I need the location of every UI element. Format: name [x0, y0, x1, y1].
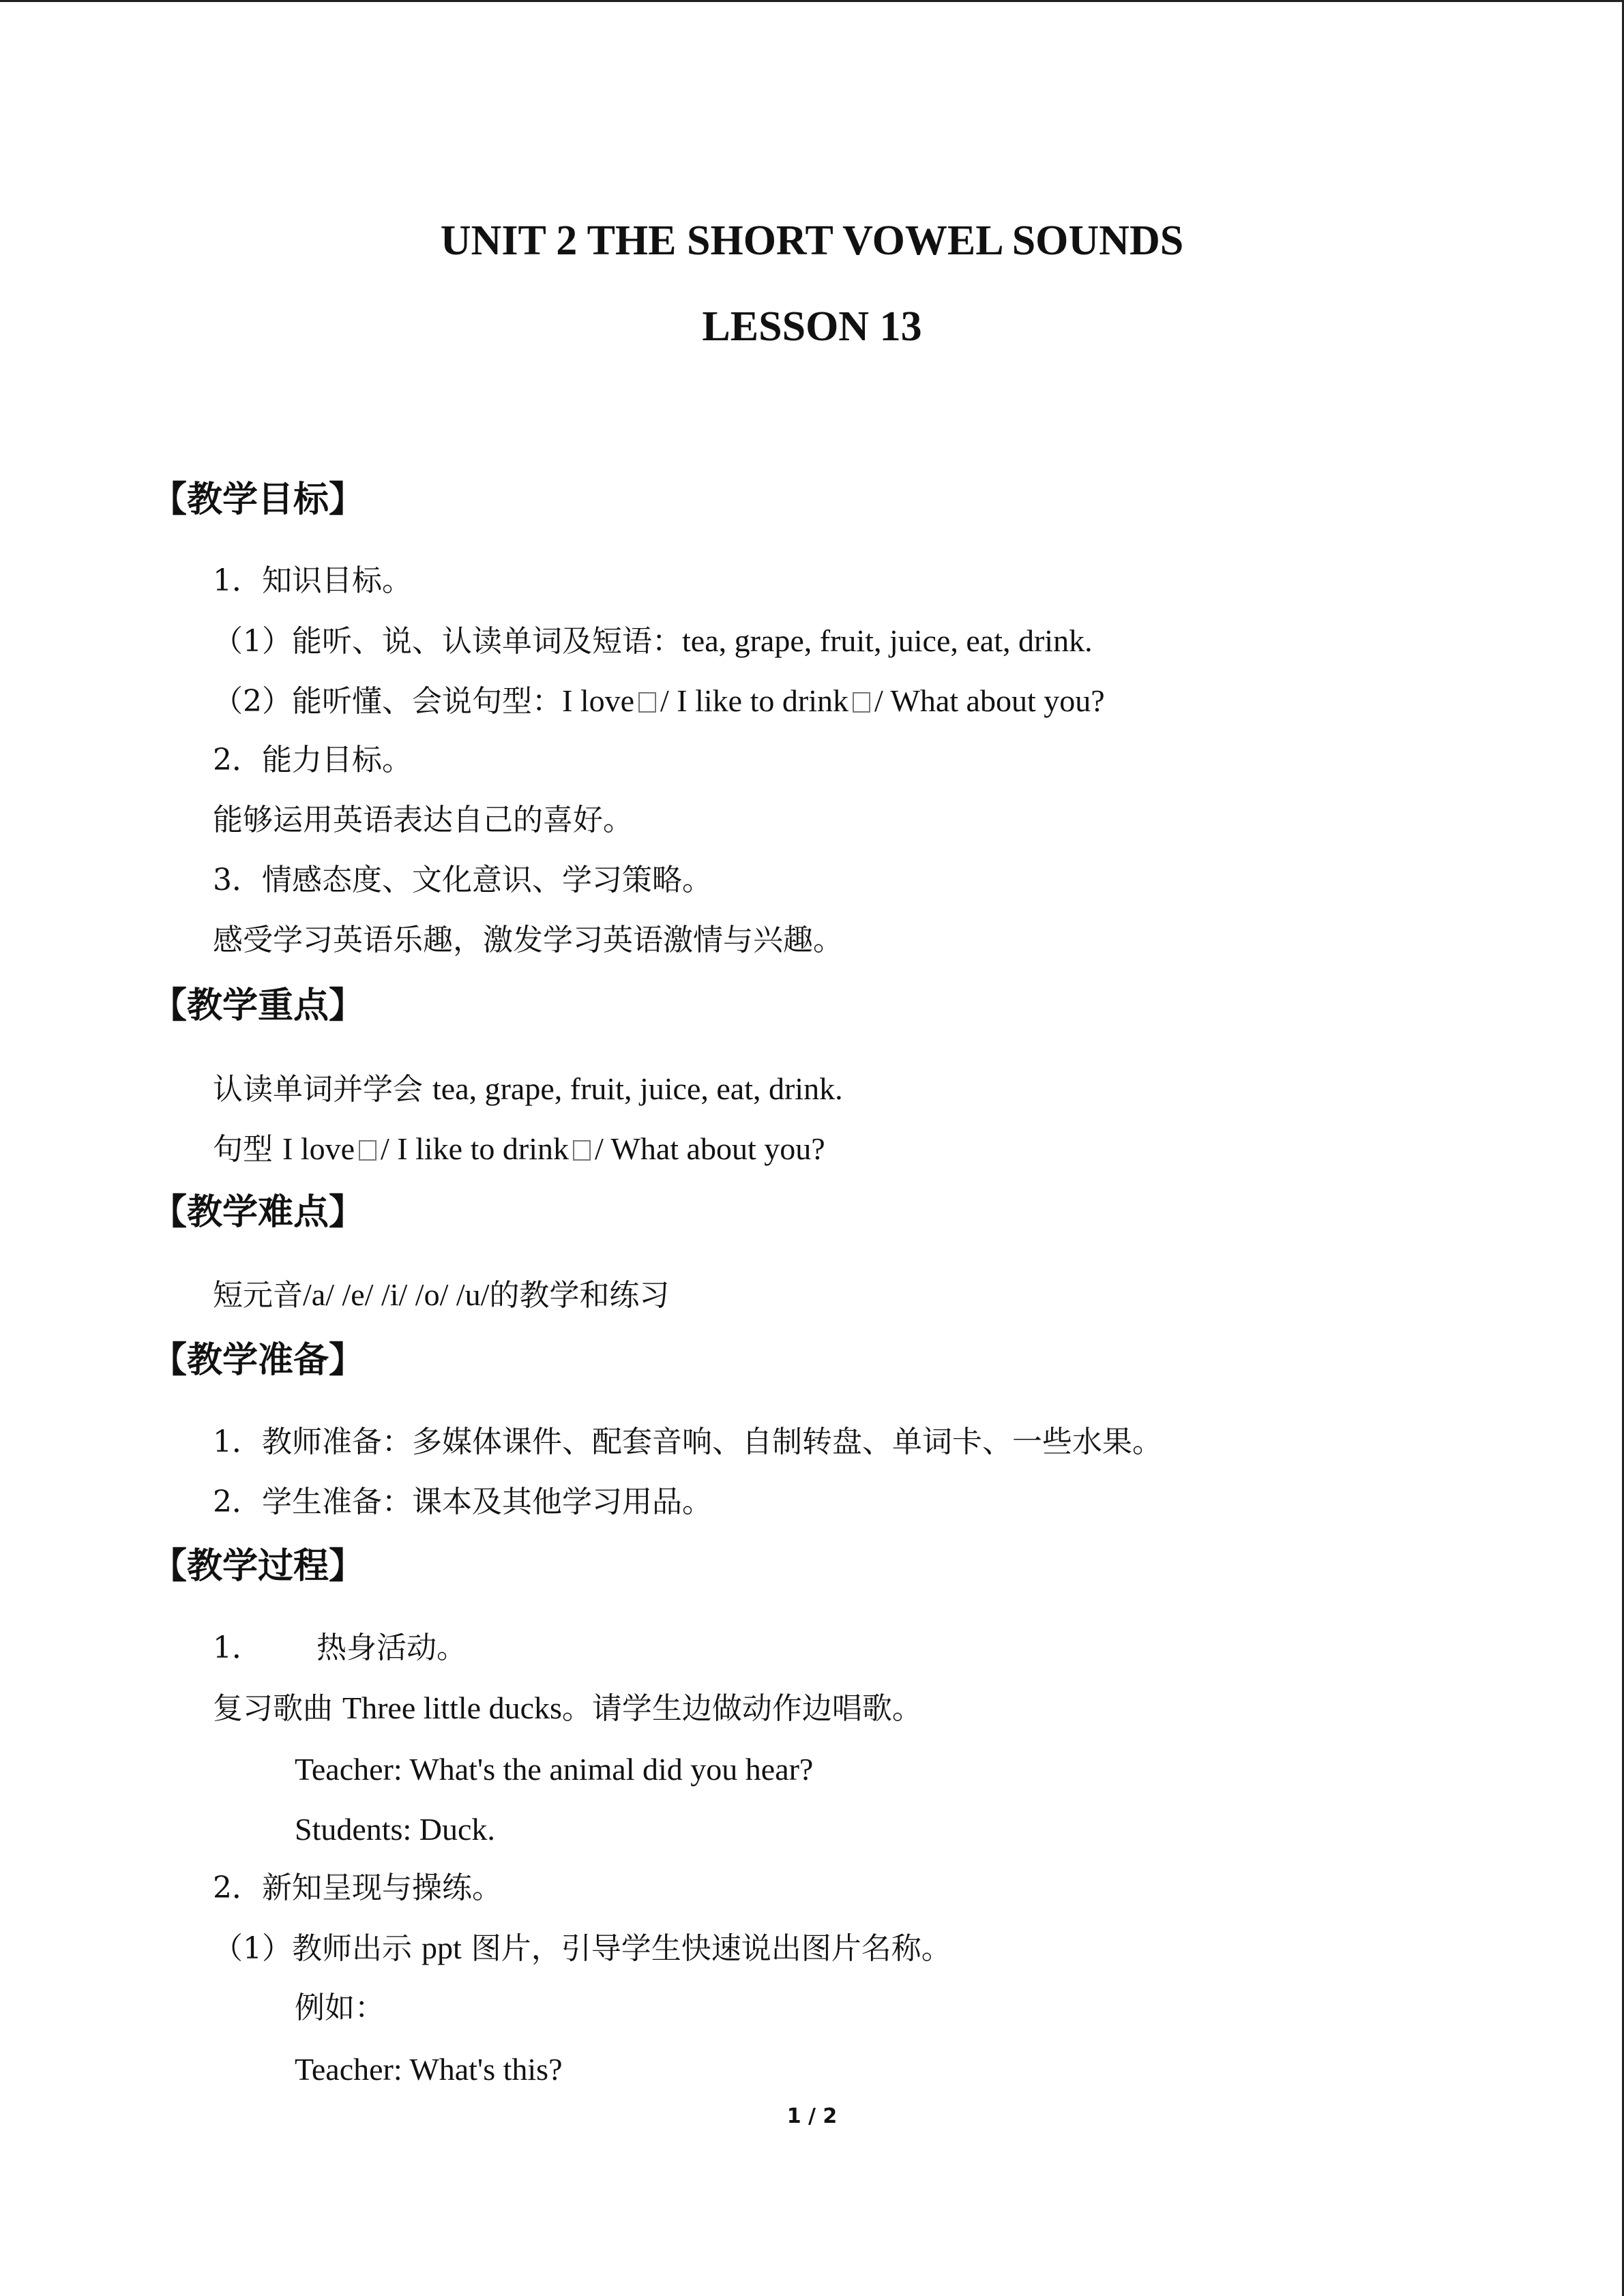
preparation-item-2: 2．学生准备：课本及其他学习用品。 — [213, 1485, 712, 1519]
dialog-teacher-2: Teacher: What's this? — [295, 2052, 563, 2087]
preparation-item-1: 1．教师准备：多媒体课件、配套音响、自制转盘、单词卡、一些水果。 — [213, 1425, 1162, 1459]
key-point-1-label: 认读单词并学会 — [213, 1072, 423, 1107]
process-step-2a-suffix: 图片，引导学生快速说出图片名称。 — [471, 1931, 951, 1966]
key-point-1-words: tea, grape, fruit, juice, eat, drink. — [432, 1071, 843, 1106]
objective-item-1a-label: （1）能听、说、认读单词及短语： — [213, 624, 682, 659]
difficulty-1-suffix: 的教学和练习 — [489, 1278, 670, 1313]
heading-process: 【教学过程】 — [151, 1546, 365, 1587]
objective-item-3-text: 感受学习英语乐趣，激发学习英语激情与兴趣。 — [213, 923, 843, 957]
objective-item-1: 1．知识目标。 — [213, 563, 412, 598]
blank-box — [573, 1140, 591, 1161]
heading-preparation: 【教学准备】 — [151, 1340, 365, 1381]
process-step-1-line — [213, 1688, 922, 1729]
process-step-1-suffix: 。请学生边做动作边唱歌。 — [561, 1691, 922, 1726]
process-step-2a — [213, 1928, 951, 1969]
key-point-2-label: 句型 — [213, 1132, 273, 1167]
blank-box — [638, 692, 656, 713]
pattern-i-like-to-drink: / I like to drink — [660, 683, 848, 718]
objective-item-2-text: 能够运用英语表达自己的喜好。 — [213, 803, 633, 837]
pattern-i-love: I love — [282, 1131, 355, 1166]
heading-objectives: 【教学目标】 — [151, 479, 365, 520]
page-number: 1 / 2 — [786, 2104, 838, 2128]
key-point-1 — [213, 1069, 843, 1110]
process-step-2: 2．新知呈现与操练。 — [213, 1870, 502, 1905]
ppt-label: ppt — [422, 1930, 462, 1965]
key-point-2 — [213, 1129, 825, 1170]
dialog-students-1: Students: Duck. — [295, 1812, 495, 1847]
pattern-what-about-you: / What about you? — [874, 683, 1105, 718]
process-step-2a-label: （1）教师出示 — [213, 1931, 412, 1966]
process-step-1 — [213, 1628, 467, 1669]
blank-box — [359, 1140, 377, 1161]
example-label: 例如： — [295, 1991, 385, 2025]
process-step-1-number: 1． — [213, 1630, 262, 1665]
song-title: Three little ducks — [342, 1690, 562, 1725]
blank-box — [853, 692, 870, 713]
dialog-teacher-1: Teacher: What's the animal did you hear? — [295, 1752, 814, 1787]
vowel-sounds: /a/ /e/ /i/ /o/ /u/ — [303, 1277, 490, 1312]
objective-item-1a — [213, 621, 1093, 662]
objective-item-1b — [213, 681, 1105, 722]
process-step-1-title: 热身活动。 — [316, 1630, 467, 1665]
objective-item-3: 3．情感态度、文化意识、学习策略。 — [213, 863, 712, 897]
objective-item-2: 2．能力目标。 — [213, 743, 412, 777]
pattern-i-like-to-drink: / I like to drink — [381, 1131, 569, 1166]
document-title: UNIT 2 THE SHORT VOWEL SOUNDS — [440, 218, 1184, 264]
document-subtitle: LESSON 13 — [702, 303, 922, 350]
difficulty-1-label: 短元音 — [213, 1278, 303, 1313]
objective-item-1b-label: （2）能听懂、会说句型： — [213, 684, 562, 719]
pattern-i-love: I love — [562, 683, 635, 718]
pattern-what-about-you: / What about you? — [594, 1131, 825, 1166]
process-step-1-label: 复习歌曲 — [213, 1691, 333, 1726]
objective-item-1a-words: tea, grape, fruit, juice, eat, drink. — [682, 623, 1093, 658]
page-border-top — [0, 0, 1624, 2]
difficulty-1 — [213, 1274, 669, 1316]
heading-key-points: 【教学重点】 — [151, 985, 365, 1026]
heading-difficulties: 【教学难点】 — [151, 1192, 365, 1233]
